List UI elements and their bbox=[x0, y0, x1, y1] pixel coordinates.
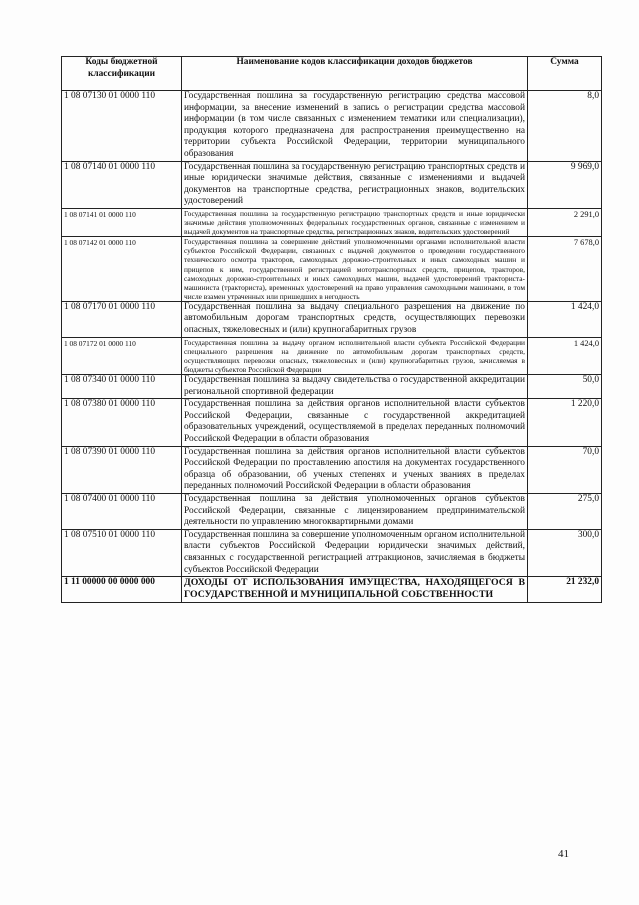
row-sum: 1 424,0 bbox=[528, 337, 602, 374]
row-name: ДОХОДЫ ОТ ИСПОЛЬЗОВАНИЯ ИМУЩЕСТВА, НАХОДЯЩЕГОСЯ В ГОСУДАРСТВЕННОЙ И МУНИЦИПАЛЬНОЙ СОБСТВЕННОСТИ bbox=[182, 577, 528, 602]
table-row bbox=[62, 375, 602, 399]
header-code: Коды бюджетной классификации bbox=[62, 57, 182, 91]
row-sum: 2 291,0 bbox=[528, 208, 602, 236]
row-sum: 1 424,0 bbox=[528, 301, 602, 337]
row-code: 1 08 07130 01 0000 110 bbox=[62, 91, 182, 162]
row-sum: 21 232,0 bbox=[528, 577, 602, 602]
table-row bbox=[62, 208, 602, 236]
row-code: 1 08 07400 01 0000 110 bbox=[62, 493, 182, 529]
row-name: Государственная пошлина за совершение уполномоченным органом исполнительной власти субъектов Российской Федерации юридически значимых действий, связанных с государственной регистрацией аттракционов, зачисляемая в бюджеты субъектов Российской Федерации bbox=[182, 529, 528, 576]
row-sum: 300,0 bbox=[528, 529, 602, 576]
row-code: 1 11 00000 00 0000 000 bbox=[62, 577, 182, 602]
table-row bbox=[62, 237, 602, 302]
row-sum: 275,0 bbox=[528, 493, 602, 529]
row-code: 1 08 07390 01 0000 110 bbox=[62, 446, 182, 493]
table-row bbox=[62, 529, 602, 576]
row-code: 1 08 07510 01 0000 110 bbox=[62, 529, 182, 576]
header-name: Наименование кодов классификации доходов бюджетов bbox=[182, 57, 528, 91]
table-row bbox=[62, 91, 602, 162]
row-name: Государственная пошлина за действия органов исполнительной власти субъектов Российской Федерации по проставлению апостиля на документах государственного образца об образовании, об ученых степенях и ученых званиях в пределах переданных полномочий Российской Федерации в области образования bbox=[182, 446, 528, 493]
row-sum: 50,0 bbox=[528, 375, 602, 399]
row-sum: 1 220,0 bbox=[528, 399, 602, 446]
table-header-row bbox=[62, 57, 602, 91]
row-name: Государственная пошлина за государственную регистрацию транспортных средств и иные юридически значимые действия, связанные с изменениями и выдачей документов на транспортные средства, регистрационных знаков, водительских удостоверений bbox=[182, 161, 528, 208]
page-number: 41 bbox=[558, 848, 569, 860]
row-name: Государственная пошлина за действия органов исполнительной власти субъектов Российской Федерации, связанные с государственной аккредитацией образовательных учреждений, осуществляемой в пределах переданных полномочий Российской Федерации в области образования bbox=[182, 399, 528, 446]
table-row bbox=[62, 161, 602, 208]
row-name: Государственная пошлина за выдачу специального разрешения на движение по автомобильным дорогам транспортных средств, осуществляющих перевозки опасных, тяжеловесных и (или) крупногабаритных грузов bbox=[182, 301, 528, 337]
row-code: 1 08 07140 01 0000 110 bbox=[62, 161, 182, 208]
table-row bbox=[62, 493, 602, 529]
row-code: 1 08 07380 01 0000 110 bbox=[62, 399, 182, 446]
row-name: Государственная пошлина за выдачу свидетельства о государственной аккредитации региональной спортивной федерации bbox=[182, 375, 528, 399]
row-sum: 7 678,0 bbox=[528, 237, 602, 302]
row-sum: 9 969,0 bbox=[528, 161, 602, 208]
row-name: Государственная пошлина за совершение действий уполномоченными органами исполнительной власти субъектов Российской Федерации, связанных с выдачей документов о проведении государственного технического осмотра тракторов, самоходных дорожно-строительных и иных самоходных машин и прицепов к ним, государственной регистрацией мототранспортных средств, прицепов, тракторов, самоходных дорожно-строительных и иных самоходных машин, выдачей удостоверений тракториста-машиниста (тракториста), временных удостоверений на право управления самоходными машинами, в том числе взамен утраченных или пришедших в негодность bbox=[182, 237, 528, 302]
row-name: Государственная пошлина за государственную регистрацию транспортных средств и иные юридически значимые действия уполномоченных федеральных государственных органов, связанные с изменением и выдачей документов на транспортные средства, регистрационных знаков, водительских удостоверений bbox=[182, 208, 528, 236]
header-sum: Сумма bbox=[528, 57, 602, 91]
row-code: 1 08 07170 01 0000 110 bbox=[62, 301, 182, 337]
table-row bbox=[62, 337, 602, 374]
table-row bbox=[62, 301, 602, 337]
row-name: Государственная пошлина за государственную регистрацию средства массовой информации, за внесение изменений в запись о регистрации средства массовой информации (в том числе связанных с изменением тематики или специализации), продукция которого предназначена для распространения преимущественно на территории субъекта Российской Федерации, территории муниципального образования bbox=[182, 91, 528, 162]
row-code: 1 08 07141 01 0000 110 bbox=[62, 208, 182, 236]
row-code: 1 08 07340 01 0000 110 bbox=[62, 375, 182, 399]
row-name: Государственная пошлина за выдачу органом исполнительной власти субъекта Российской Федерации специального разрешения на движение по автомобильным дорогам транспортных средств, осуществляющих перевозки опасных, тяжеловесных и (или) крупногабаритных грузов, зачисляемая в бюджеты субъектов Российской Федерации bbox=[182, 337, 528, 374]
row-code: 1 08 07172 01 0000 110 bbox=[62, 337, 182, 374]
row-name: Государственная пошлина за действия уполномоченных органов субъектов Российской Федерации, связанные с лицензированием предпринимательской деятельности по управлению многоквартирными домами bbox=[182, 493, 528, 529]
row-sum: 70,0 bbox=[528, 446, 602, 493]
table-row bbox=[62, 446, 602, 493]
table-row-total bbox=[62, 577, 602, 602]
table-row bbox=[62, 399, 602, 446]
row-sum: 8,0 bbox=[528, 91, 602, 162]
budget-revenue-table bbox=[61, 56, 602, 603]
row-code: 1 08 07142 01 0000 110 bbox=[62, 237, 182, 302]
